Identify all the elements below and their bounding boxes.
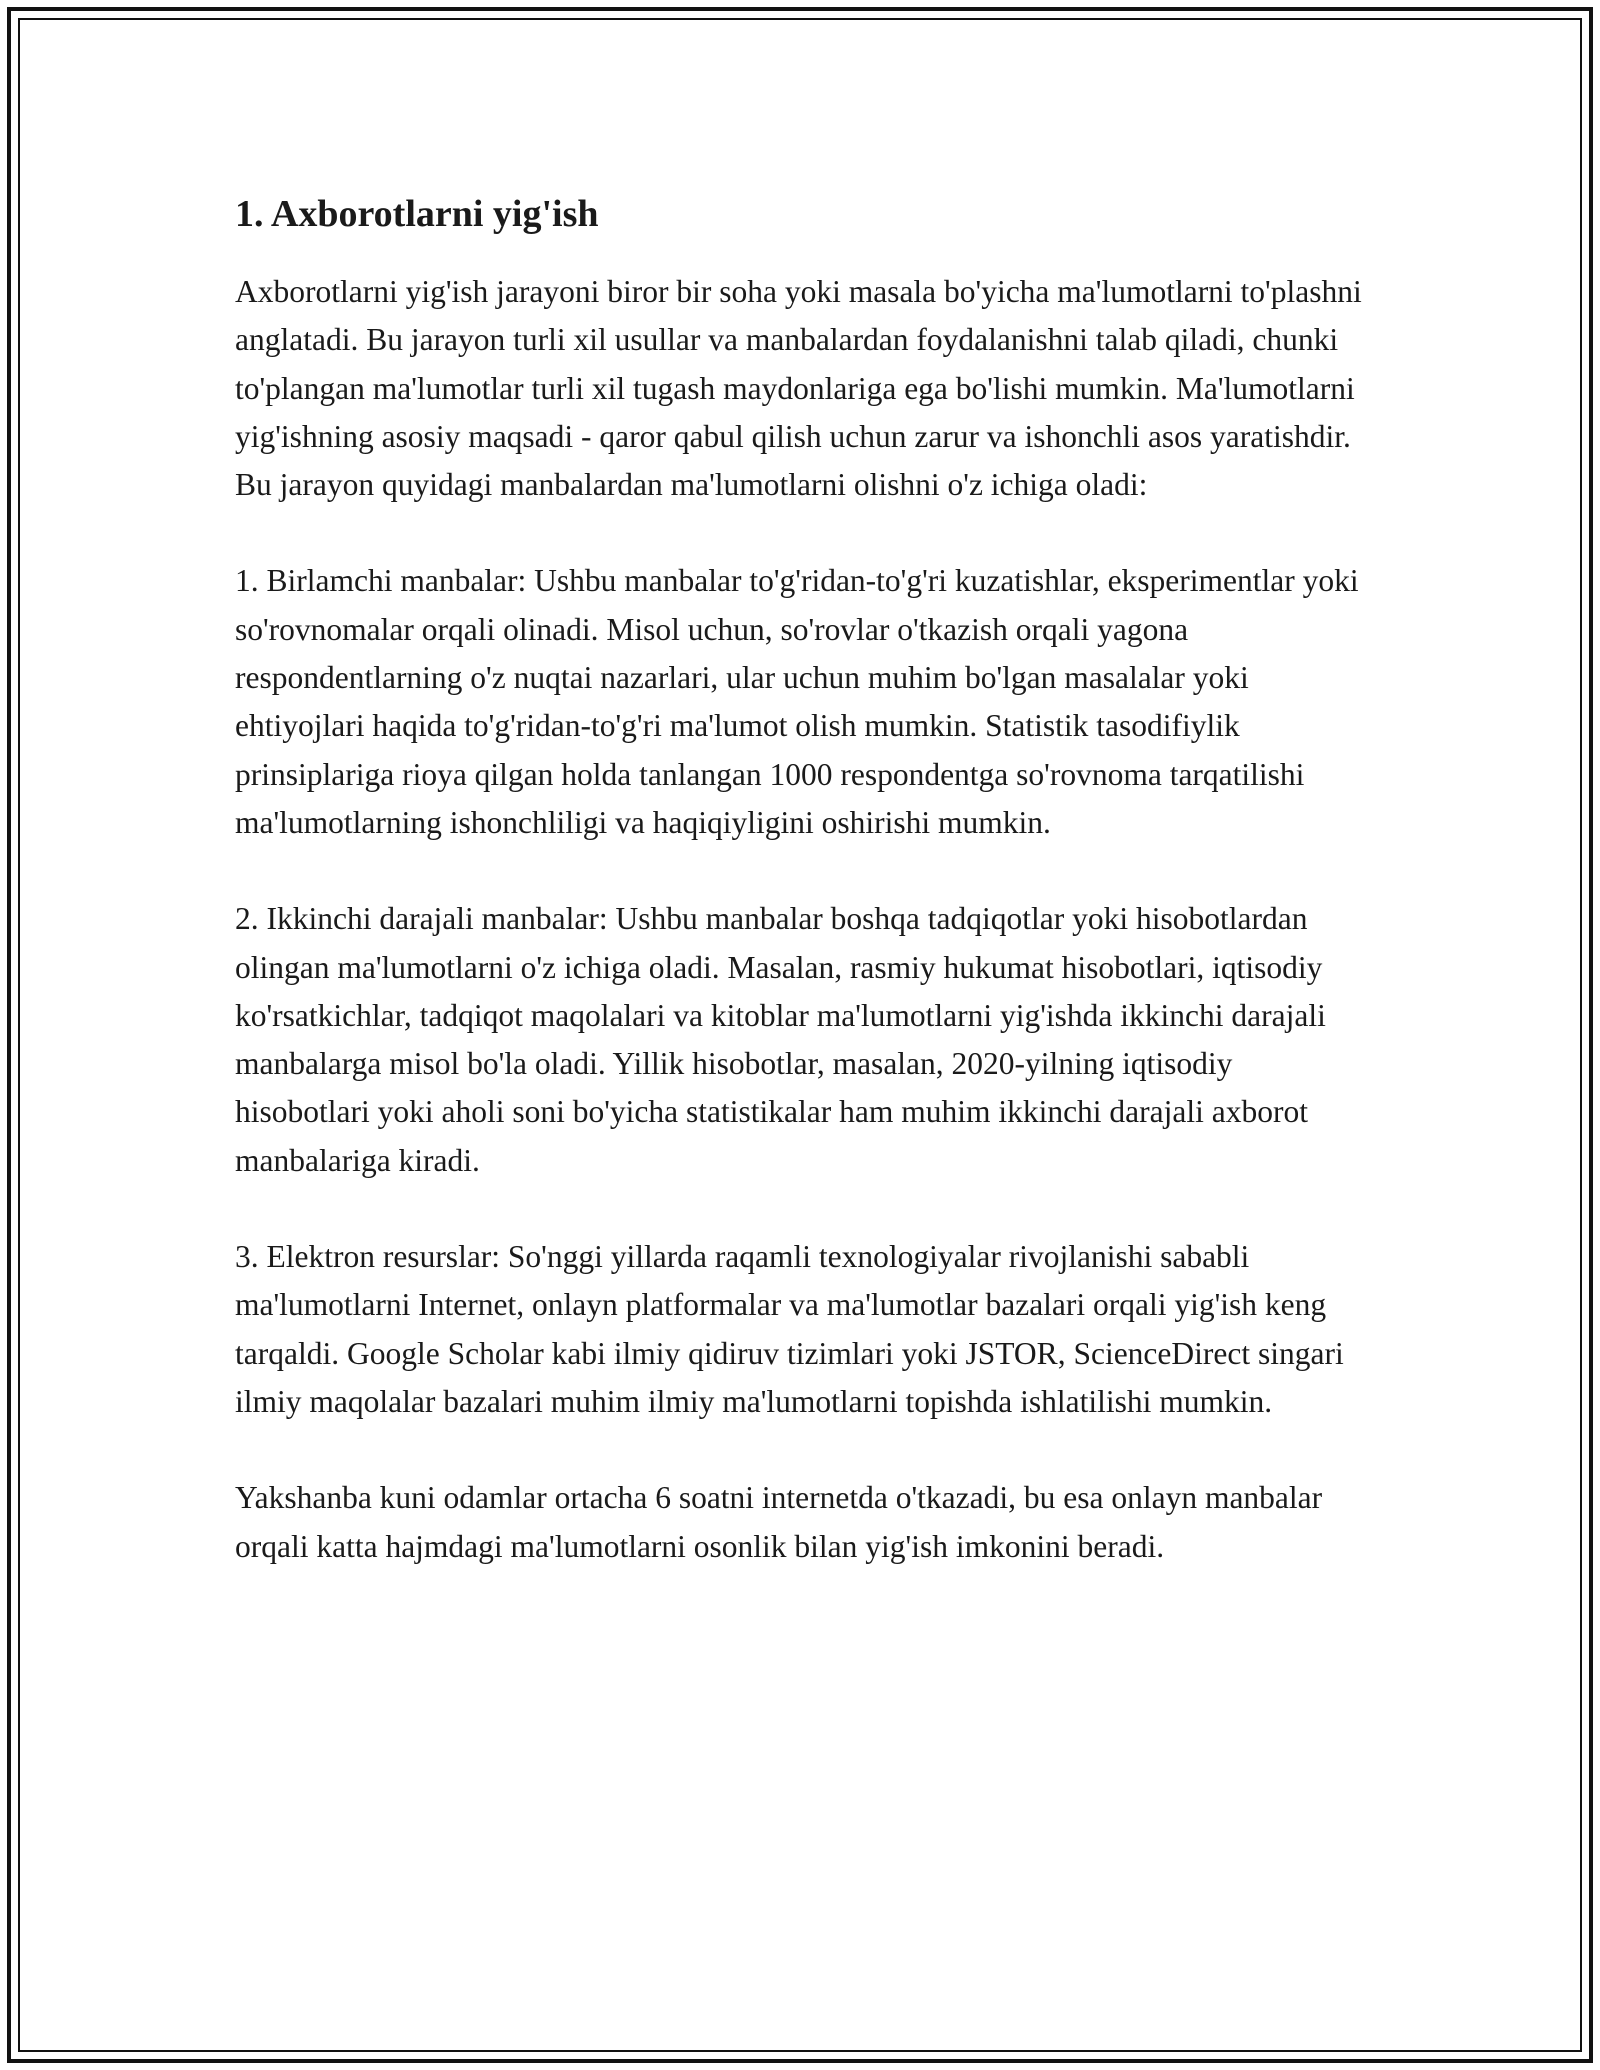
section-heading: 1. Axborotlarni yig'ish (235, 193, 599, 235)
closing-paragraph: Yakshanba kuni odamlar ortacha 6 soatni internetda o'tkazadi, bu esa onlayn manbalar orqali katta hajmdagi ma'lumotlarni osonlik bilan yig'ish imkonini beradi. (235, 1480, 1323, 1564)
electronic-resources-paragraph: 3. Elektron resurslar: So'nggi yillarda raqamli texnologiyalar rivojlanishi sababli ma'lumotlarni Internet, onlayn platformalar va ma'lumotlar bazalari orqali yig'ish keng tarqaldi. Google Scholar kabi ilmiy qidiruv tizimlari yoki JSTOR, ScienceDirect singari ilmiy maqolalar bazalari muhim ilmiy ma'lumotlarni topishda ishlatilishi mumkin. (235, 1239, 1344, 1419)
primary-sources-paragraph: 1. Birlamchi manbalar: Ushbu manbalar to'g'ridan-to'g'ri kuzatishlar, eksperimentlar yoki so'rovnomalar orqali olinadi. Misol uchun, so'rovlar o'tkazish orqali yagona respondentlarning o'z nuqtai nazarlari, ular uchun muhim bo'lgan masalalar yoki ehtiyojlari haqida to'g'ridan-to'g'ri ma'lumot olish mumkin. Statistik tasodifiylik prinsiplariga rioya qilgan holda tanlangan 1000 respondentga so'rovnoma tarqatilishi ma'lumotlarning ishonchliligi va haqiqiyligini oshirishi mumkin. (235, 563, 1359, 840)
secondary-sources-paragraph: 2. Ikkinchi darajali manbalar: Ushbu manbalar boshqa tadqiqotlar yoki hisobotlardan olingan ma'lumotlarni o'z ichiga oladi. Masalan, rasmiy hukumat hisobotlari, iqtisodiy ko'rsatkichlar, tadqiqot maqolalari va kitoblar ma'lumotlarni yig'ishda ikkinchi darajali manbalarga misol bo'la oladi. Yillik hisobotlar, masalan, 2020-yilning iqtisodiy hisobotlari yoki aholi soni bo'yicha statistikalar ham muhim ikkinchi darajali axborot manbalariga kiradi. (235, 901, 1326, 1178)
intro-paragraph: Axborotlarni yig'ish jarayoni biror bir soha yoki masala bo'yicha ma'lumotlarni to'plashni anglatadi. Bu jarayon turli xil usullar va manbalardan foydalanishni talab qiladi, chunki to'plangan ma'lumotlar turli xil tugash maydonlariga ega bo'lishi mumkin. Ma'lumotlarni yig'ishning asosiy maqsadi - qaror qabul qilish uchun zarur va ishonchli asos yaratishdir. Bu jarayon quyidagi manbalardan ma'lumotlarni olishni o'z ichiga oladi: (235, 274, 1362, 503)
document-body (235, 190, 1375, 1619)
